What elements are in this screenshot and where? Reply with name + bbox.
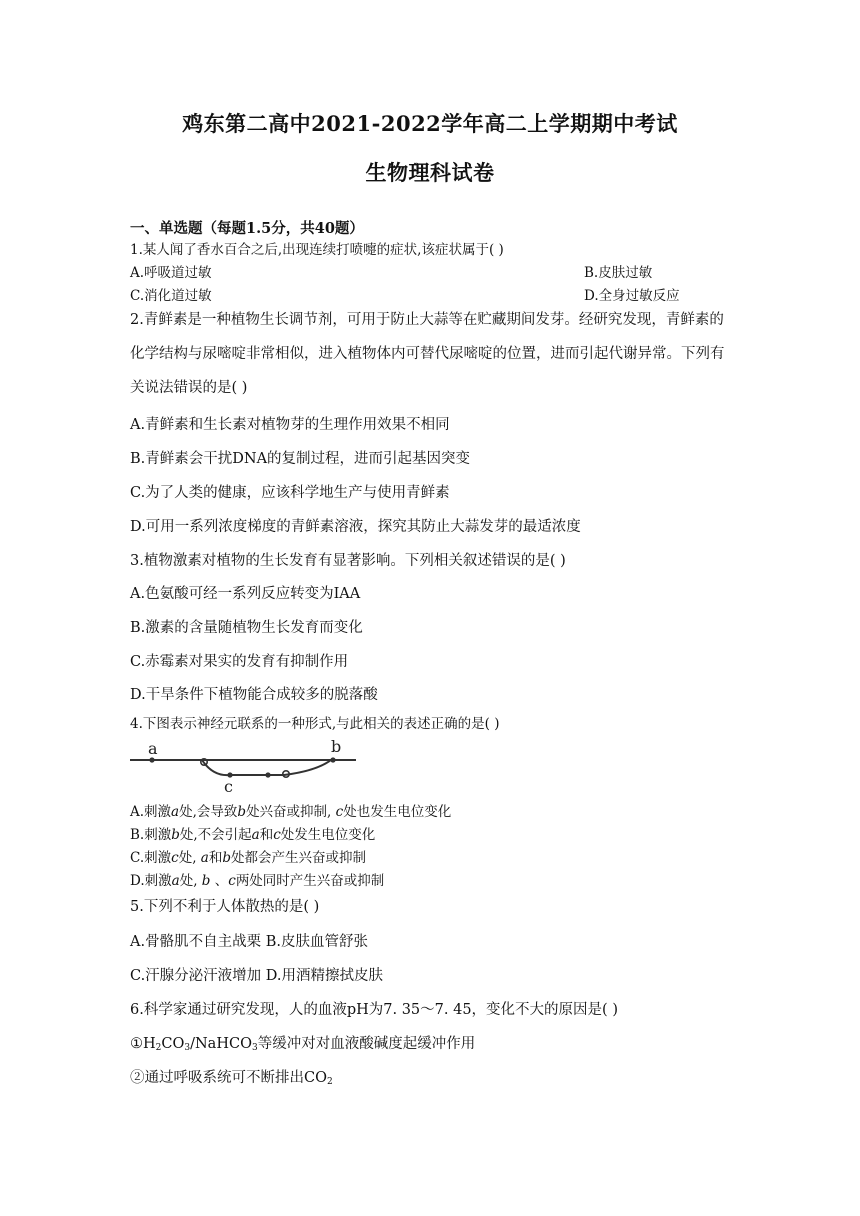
q2-option-a: A.青鲜素和生长素对植物芽的生理作用效果不相同 (130, 417, 450, 433)
node-b (330, 757, 335, 762)
q6-item-1: $①H_2CO_3/NaHCO_3$等缓冲对对血液酸碱度起缓冲作用 (130, 1036, 476, 1053)
q1-option-d: D.全身过敏反应 (584, 288, 680, 304)
node-a (149, 757, 154, 762)
exam-subtitle: 生物理科试卷 (365, 160, 495, 185)
q5-options-ab: A.骨骼肌不自主战栗 B.皮肤血管舒张 (130, 934, 368, 950)
q3-option-d: D.干旱条件下植物能合成较多的脱落酸 (130, 687, 378, 703)
q6-item-2: ②通过呼吸系统可不断排出$CO_2$ (130, 1070, 333, 1087)
q3-stem: 3.植物激素对植物的生长发育有显著影响。下列相关叙述错误的是( ) (130, 553, 566, 569)
q2-option-d: D.可用一系列浓度梯度的青鲜素溶液，探究其防止大蒜发芽的最适浓度 (130, 519, 581, 535)
q4-option-c: C.刺激c处, a和b处都会产生兴奋或抑制 (130, 850, 367, 866)
q2-option-b: B.青鲜素会干扰DNA的复制过程，进而引起基因突变 (130, 451, 471, 467)
q4-option-b: B.刺激b处,不会引起a和c处发生电位变化 (130, 827, 376, 843)
q4-option-a: A.刺激a处,会导致b处兴奋或抑制, c处也发生电位变化 (130, 804, 452, 820)
node-mid (265, 772, 270, 777)
q1-option-a: A.呼吸道过敏 (130, 265, 212, 281)
q1-stem: 1.某人闻了香水百合之后,出现连续打喷嚏的症状,该症状属于( ) (130, 242, 504, 258)
neuron-diagram (128, 738, 358, 794)
q1-option-b: B.皮肤过敏 (584, 265, 653, 281)
label-a: a (148, 739, 158, 758)
q4-stem: 4.下图表示神经元联系的一种形式,与此相关的表述正确的是( ) (130, 716, 500, 732)
loop-path (202, 760, 331, 775)
q3-option-c: C.赤霉素对果实的发育有抑制作用 (130, 654, 349, 670)
label-b: b (331, 738, 342, 756)
label-c: c (224, 777, 233, 794)
q5-options-cd: C.汗腺分泌汗液增加 D.用酒精擦拭皮肤 (130, 968, 384, 984)
exam-title: 鸡东第二高中2021-2022学年高二上学期期中考试 (182, 111, 678, 136)
q6-stem: 6.科学家通过研究发现，人的血液pH为7. 35～7. 45，变化不大的原因是( ) (130, 1002, 618, 1018)
q2-stem: 2.青鲜素是一种植物生长调节剂，可用于防止大蒜等在贮藏期间发芽。经研究发现，青鲜素的化学结构与尿嘧啶非常相似，进入植物体内可替代尿嘧啶的位置，进而引起代谢异常。下列有关说法错误的是( ) (130, 312, 725, 396)
q1-option-c: C.消化道过敏 (130, 288, 212, 304)
q3-option-b: B.激素的含量随植物生长发育而变化 (130, 620, 363, 636)
q2-option-c: C.为了人类的健康，应该科学地生产与使用青鲜素 (130, 485, 450, 501)
section-heading: 一、单选题（每题1.5分，共40题） (130, 220, 364, 237)
q4-option-d: D.刺激a处, b 、c两处同时产生兴奋或抑制 (130, 873, 385, 889)
q5-stem: 5.下列不利于人体散热的是( ) (130, 899, 320, 915)
q3-option-a: A.色氨酸可经一系列反应转变为IAA (130, 586, 361, 602)
